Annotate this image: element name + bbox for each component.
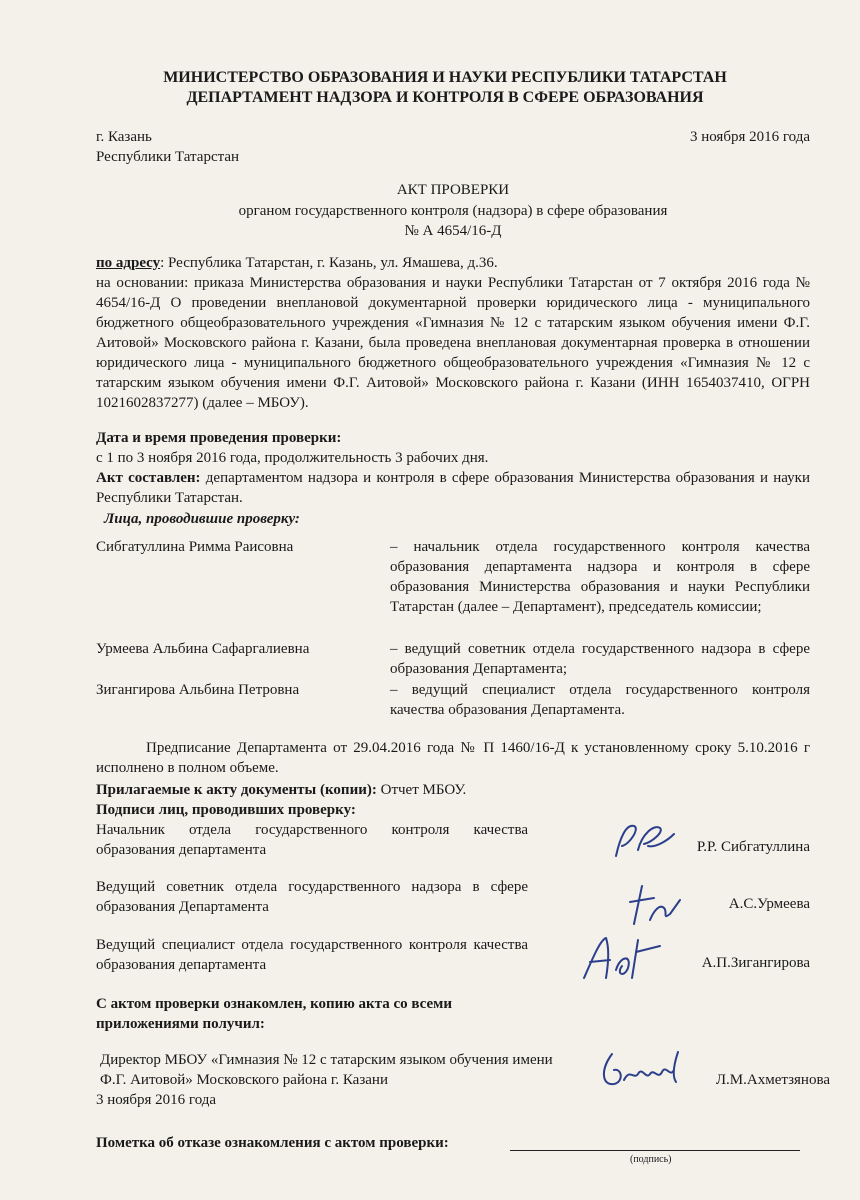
inspector-name: Зигангирова Альбина Петровна <box>96 682 300 698</box>
composed-value: департаментом надзора и контроля в сфере образования Министерства образования и науки Республики Татарстан. <box>96 470 811 506</box>
composed-paragraph <box>96 468 810 508</box>
attachments-label: Прилагаемые к акту документы (копии): <box>96 782 377 798</box>
inspector-role: – ведущий специалист отдела государственного контроля качества образования Департамента. <box>390 682 810 718</box>
ministry-heading: МИНИСТЕРСТВО ОБРАЗОВАНИЯ И НАУКИ РЕСПУБЛИКИ ТАТАРСТАН <box>163 69 727 86</box>
acknowledgment-date: 3 ноября 2016 года <box>96 1092 217 1108</box>
city: г. Казань <box>96 129 152 145</box>
address-label: по адресу <box>96 255 161 271</box>
composed-label: Акт составлен: <box>96 470 201 486</box>
refusal-label: Пометка об отказе ознакомления с актом проверки: <box>96 1135 449 1151</box>
signature-sibgatullina-mark <box>608 816 680 866</box>
act-date: 3 ноября 2016 года <box>689 129 810 145</box>
signature-position: Ведущий советник отдела государственного надзора в сфере образования Департамента <box>96 879 528 915</box>
signature-zigangirova-mark <box>576 930 676 986</box>
signer-name: А.П.Зигангирова <box>701 955 810 971</box>
refusal-caption: (подпись) <box>630 1154 672 1165</box>
signature-director-mark <box>594 1044 690 1094</box>
act-subtitle: органом государственного контроля (надзора) в сфере образования <box>238 203 668 219</box>
address-line <box>96 253 810 273</box>
signer-name: А.С.Урмеева <box>728 896 810 912</box>
inspector-role: – начальник отдела государственного контроля качества образования департамента надзора и контроля в сфере образования Министерства образования и науки Республики Татарстан (далее – Департамент), председатель комиссии; <box>390 539 810 615</box>
basis-paragraph: на основании: приказа Министерства образования и науки Республики Татарстан от 7 октября 2016 года № 4654/16-Д О проведении внеплановой документарной проверки юридического лица - муниципального бюджетного общеобразовательного учреждения «Гимназия № 12 с татарским языком обучения имени Ф.Г. Аитовой» Московского района г. Казани, была проведена внеплановая документарная проверка в отношении юридического лица - муниципального бюджетного общеобразовательного учреждения «Гимназия № 12 с татарским языком обучения имени Ф.Г. Аитовой» Московского района г. Казани (ИНН 1654037410, ОГРН 1021602837277) (далее – МБОУ). <box>96 275 810 411</box>
acknowledgment-label: С актом проверки ознакомлен, копию акта со всеми приложениями получил: <box>96 996 453 1032</box>
department-heading: ДЕПАРТАМЕНТ НАДЗОРА И КОНТРОЛЯ В СФЕРЕ ОБРАЗОВАНИЯ <box>186 89 704 106</box>
datetime-label: Дата и время проведения проверки: <box>96 430 342 446</box>
director-position: Директор МБОУ «Гимназия № 12 с татарским языком обучения имени Ф.Г. Аитовой» Московского района г. Казани <box>100 1052 553 1088</box>
attachments-value: Отчет МБОУ. <box>376 782 467 798</box>
prescription-paragraph: Предписание Департамента от 29.04.2016 года № П 1460/16-Д к установленному сроку 5.10.2016 г исполнено в полном объеме. <box>96 740 810 776</box>
signatures-label: Подписи лиц, проводивших проверку: <box>96 802 356 818</box>
act-number: № А 4654/16-Д <box>404 223 502 239</box>
signature-urmeeva-mark <box>620 880 690 930</box>
director-name: Л.М.Ахметзянова <box>715 1072 830 1088</box>
persons-label: Лица, проводившие проверку: <box>104 511 300 527</box>
attachments-line <box>96 780 810 800</box>
inspector-role: – ведущий советник отдела государственного надзора в сфере образования Департамента; <box>390 641 810 677</box>
inspector-name: Сибгатуллина Римма Раисовна <box>96 539 294 555</box>
region: Республики Татарстан <box>96 149 240 165</box>
signature-position: Начальник отдела государственного контроля качества образования департамента <box>96 822 528 858</box>
datetime-value: с 1 по 3 ноября 2016 года, продолжительность 3 рабочих дня. <box>96 450 489 466</box>
act-title: АКТ ПРОВЕРКИ <box>396 182 510 198</box>
signature-position: Ведущий специалист отдела государственного контроля качества образования департамента <box>96 937 528 973</box>
address-value: : Республика Татарстан, г. Казань, ул. Ямашева, д.36. <box>160 255 498 271</box>
signer-name: Р.Р. Сибгатуллина <box>696 839 810 855</box>
refusal-signature-line <box>510 1150 800 1151</box>
inspector-name: Урмеева Альбина Сафаргалиевна <box>96 641 310 657</box>
